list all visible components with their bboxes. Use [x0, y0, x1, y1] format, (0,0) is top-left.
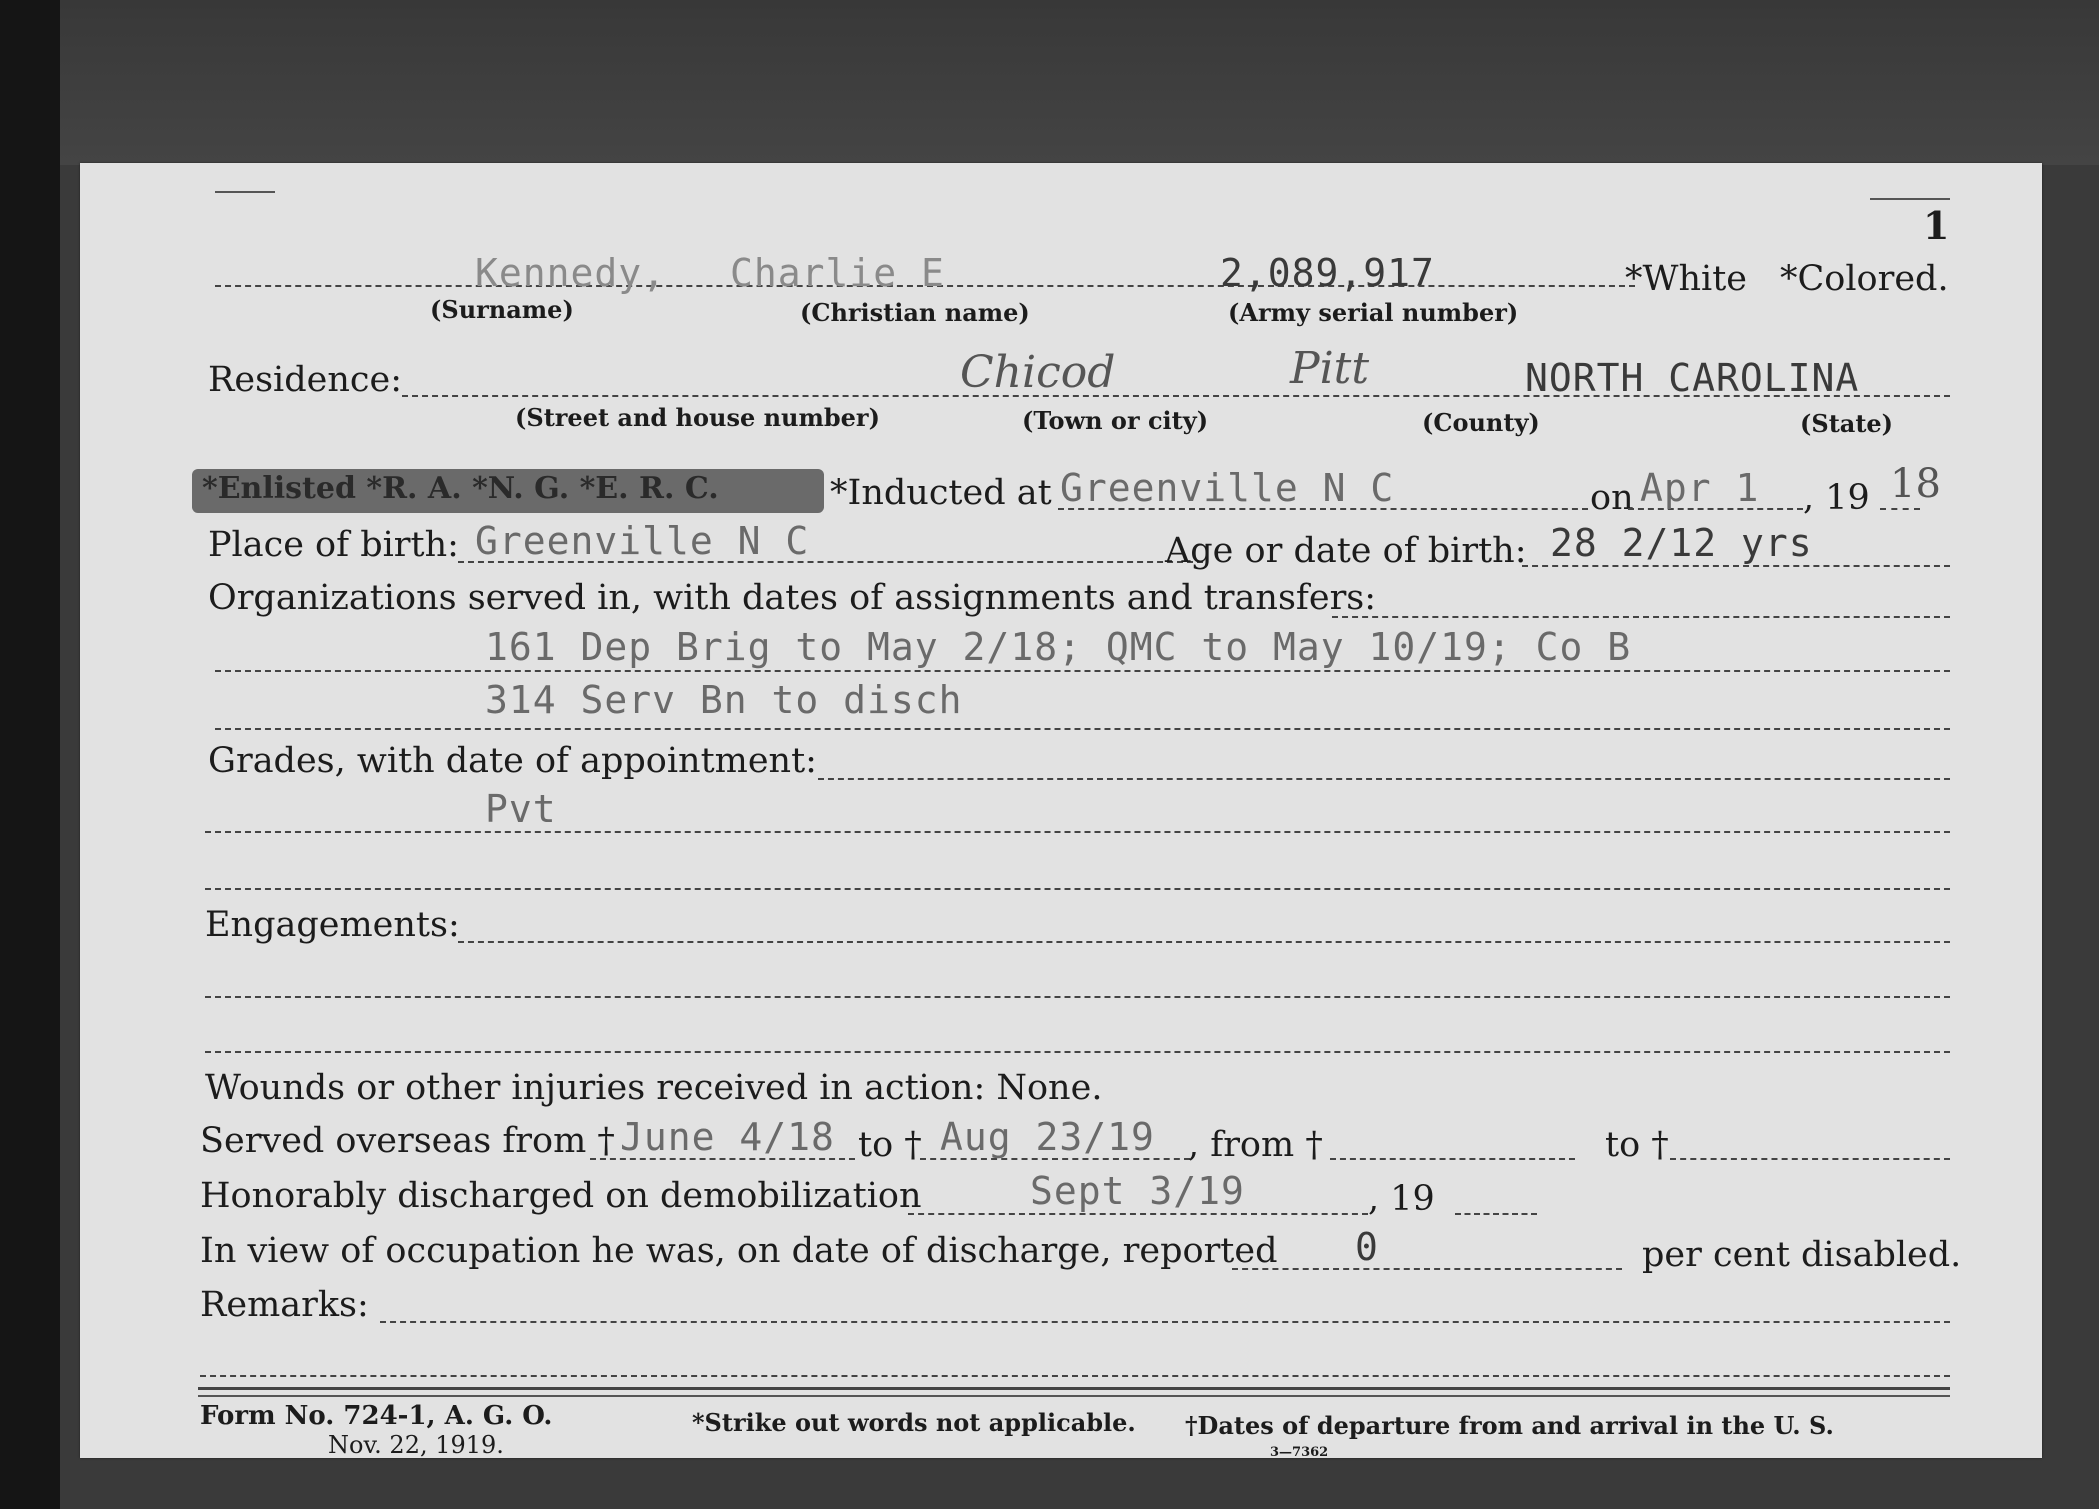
- caption-town: (Town or city): [1022, 406, 1209, 435]
- corner-mark-left: [215, 191, 275, 193]
- remarks-line-0: [380, 1321, 1950, 1323]
- disability-line: [1232, 1268, 1622, 1270]
- residence-label: Residence:: [208, 360, 402, 400]
- induction-year-prefix: , 19: [1803, 478, 1870, 518]
- discharge-year-label: , 19: [1368, 1179, 1435, 1219]
- discharge-year-line: [1455, 1213, 1537, 1215]
- disability-label: In view of occupation he was, on date of discharge, reported: [200, 1231, 1278, 1271]
- residence-state: NORTH CAROLINA: [1525, 356, 1860, 400]
- record-card: [80, 163, 2042, 1458]
- overseas-from2-label: , from †: [1188, 1125, 1323, 1165]
- grades-line-0: [818, 778, 1950, 780]
- engagements-line-1: [205, 996, 1950, 998]
- disability-value: 0: [1355, 1225, 1379, 1269]
- grades-line-2: [205, 888, 1950, 890]
- footer-rule-top: [198, 1387, 1950, 1390]
- caption-surname: (Surname): [430, 295, 574, 324]
- overseas-to2-line: [1670, 1158, 1950, 1160]
- grades-line-1: [205, 831, 1950, 833]
- age-value: 28 2/12 yrs: [1550, 521, 1813, 565]
- remarks-label: Remarks:: [200, 1285, 369, 1325]
- background-left-edge: [0, 0, 60, 1509]
- engagements-line-0: [458, 941, 1950, 943]
- organizations-line-2: [215, 728, 1950, 730]
- caption-street: (Street and house number): [515, 403, 880, 432]
- form-number: Form No. 724-1, A. G. O.: [200, 1401, 553, 1431]
- remarks-line-1: [200, 1375, 1950, 1377]
- discharge-label: Honorably discharged on demobilization: [200, 1176, 922, 1216]
- race-white: *White: [1625, 259, 1747, 299]
- organizations-line-1: [215, 670, 1950, 672]
- strike-out-note: *Strike out words not applicable.: [692, 1408, 1136, 1437]
- engagements-label: Engagements:: [205, 905, 460, 945]
- caption-state: (State): [1800, 409, 1894, 438]
- overseas-to-label: to †: [858, 1125, 922, 1165]
- disability-suffix: per cent disabled.: [1642, 1235, 1962, 1275]
- induction-year: 18: [1890, 461, 1941, 507]
- enlisted-options-struck: *Enlisted *R. A. *N. G. *E. R. C.: [202, 471, 719, 506]
- overseas-to-date: Aug 23/19: [940, 1115, 1155, 1159]
- caption-county: (County): [1422, 408, 1540, 437]
- engagements-line-2: [205, 1051, 1950, 1053]
- overseas-from2-line: [1330, 1158, 1575, 1160]
- dates-note: †Dates of departure from and arrival in the U. S.: [1185, 1411, 1834, 1440]
- organizations-entry-1: 161 Dep Brig to May 2/18; QMC to May 10/19; Co B: [485, 625, 1632, 669]
- wounds-label: Wounds or other injuries received in action: None.: [205, 1068, 1103, 1108]
- overseas-from-label: Served overseas from †: [200, 1121, 615, 1161]
- print-code: 3—7362: [1270, 1445, 1329, 1460]
- organizations-line-0: [1332, 616, 1950, 618]
- surname: Kennedy,: [475, 251, 667, 295]
- discharge-date: Sept 3/19: [1030, 1169, 1245, 1213]
- corner-mark-right: [1870, 198, 1950, 200]
- age-label: Age or date of birth:: [1165, 531, 1527, 571]
- inducted-at-label: *Inducted at: [830, 473, 1052, 513]
- background-top: [0, 0, 2099, 165]
- overseas-to2-label: to †: [1605, 1125, 1669, 1165]
- footer-rule-bottom: [198, 1395, 1950, 1397]
- race-colored: *Colored.: [1780, 259, 1949, 299]
- on-label: on: [1590, 478, 1634, 518]
- overseas-from-date: June 4/18: [620, 1115, 835, 1159]
- residence-county: Pitt: [1290, 343, 1370, 394]
- induction-date: Apr 1: [1640, 466, 1760, 510]
- induction-year-line: [1880, 508, 1920, 510]
- place-of-birth-label: Place of birth:: [208, 525, 459, 565]
- christian-name: Charlie E: [730, 251, 945, 295]
- place-of-birth: Greenville N C: [475, 519, 810, 563]
- caption-christian-name: (Christian name): [800, 298, 1030, 327]
- organizations-label: Organizations served in, with dates of assignments and transfers:: [208, 578, 1377, 618]
- discharge-date-line: [908, 1213, 1368, 1215]
- inducted-at-place: Greenville N C: [1060, 466, 1395, 510]
- card-number: 1: [1923, 203, 1950, 248]
- army-serial-number: 2,089,917: [1220, 251, 1435, 295]
- grades-label: Grades, with date of appointment:: [208, 741, 817, 781]
- grades-value: Pvt: [485, 787, 557, 831]
- residence-town: Chicod: [960, 347, 1116, 398]
- age-line: [1522, 565, 1950, 567]
- organizations-entry-2: 314 Serv Bn to disch: [485, 678, 963, 722]
- form-date: Nov. 22, 1919.: [328, 1431, 504, 1459]
- caption-serial-number: (Army serial number): [1228, 298, 1519, 327]
